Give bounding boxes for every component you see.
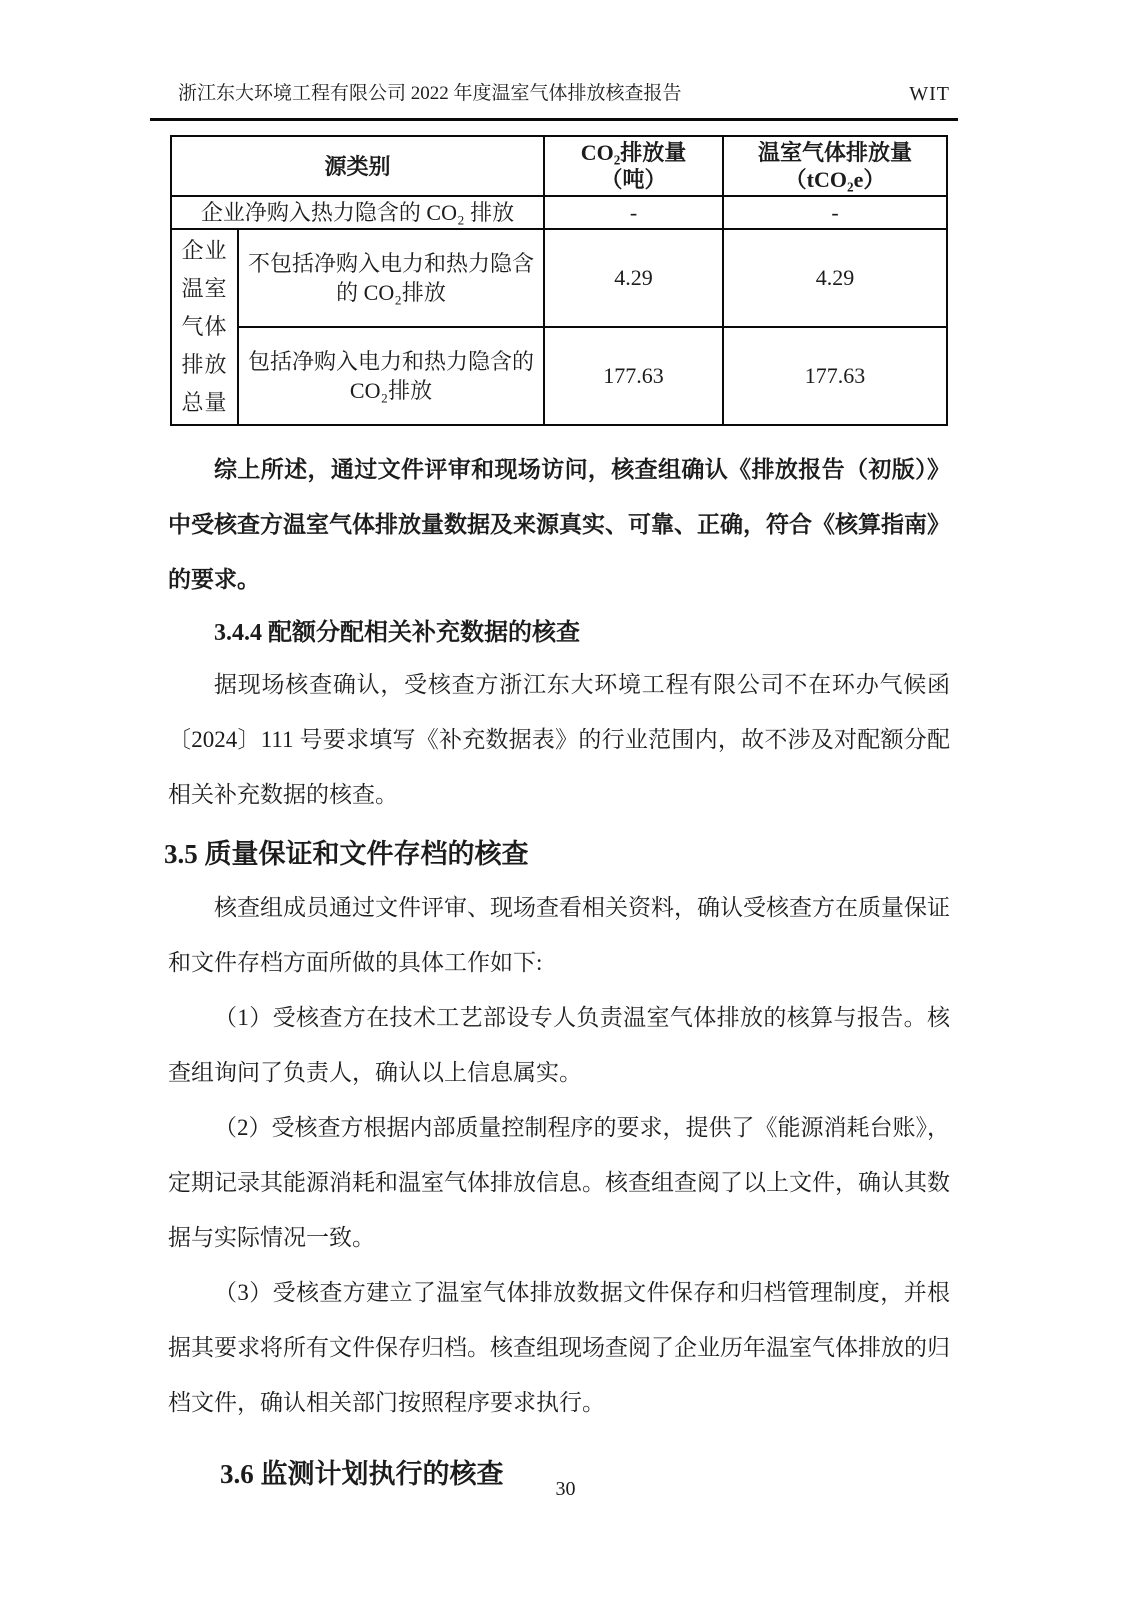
- table-row-heat: [171, 196, 947, 229]
- row-heat-label: 企业净购入热力隐含的 CO₂ 排放: [171, 196, 544, 229]
- row-excl-label: 不包括净购入电力和热力隐含的 CO₂排放: [238, 229, 544, 327]
- paragraph-3-5-intro: 核查组成员通过文件评审、现场查看相关资料，确认受核查方在质量保证和文件存档方面所做的具体工作如下:: [168, 895, 950, 975]
- section-heading-3-6: 3.6 监测计划执行的核查: [220, 1459, 504, 1489]
- row-heat-co2-value: -: [544, 196, 723, 229]
- paragraph-3-5-item-1: （1）受核查方在技术工艺部设专人负责温室气体排放的核算与报告。核查组询问了负责人，确认以上信息属实。: [168, 1005, 950, 1085]
- row-excl-ghg-value: 4.29: [723, 229, 947, 327]
- section-heading-3-5: 3.5 质量保证和文件存档的核查: [164, 839, 529, 869]
- section-heading-3-4-4: 3.4.4 配额分配相关补充数据的核查: [214, 620, 580, 646]
- table-row-total-incl: [171, 327, 947, 425]
- col-header-co2: CO₂排放量 （吨）: [544, 136, 723, 196]
- emissions-table: [170, 135, 948, 426]
- table-row-total-excl: [171, 229, 947, 327]
- header-divider: [150, 118, 958, 121]
- report-title: 浙江东大环境工程有限公司 2022 年度温室气体排放核查报告: [178, 83, 682, 104]
- row-heat-ghg-value: -: [723, 196, 947, 229]
- col-header-ghg: 温室气体排放量 （tCO₂e）: [723, 136, 947, 196]
- col-header-source: [171, 136, 544, 196]
- paragraph-3-5-item-3: （3）受核查方建立了温室气体排放数据文件保存和归档管理制度，并根据其要求将所有文件保存归档。核查组现场查阅了企业历年温室气体排放的归档文件，确认相关部门按照程序要求执行。: [168, 1280, 950, 1415]
- col-header-source-label: 源类别: [324, 153, 391, 179]
- running-header: [168, 82, 950, 106]
- row-incl-ghg-value: 177.63: [723, 327, 947, 425]
- row-excl-co2-value: 4.29: [544, 229, 723, 327]
- paragraph-3-4-4: 据现场核查确认，受核查方浙江东大环境工程有限公司不在环办气候函〔2024〕111 号要求填写《补充数据表》的行业范围内，故不涉及对配额分配相关补充数据的核查。: [168, 672, 950, 807]
- row-incl-co2-value: 177.63: [544, 327, 723, 425]
- table-header-row: [171, 136, 947, 196]
- row-incl-label: 包括净购入电力和热力隐含的 CO₂排放: [238, 327, 544, 425]
- summary-paragraph: 综上所述，通过文件评审和现场访问，核查组确认《排放报告（初版）》中受核查方温室气体排放量数据及来源真实、可靠、正确，符合《核算指南》的要求。: [168, 457, 950, 592]
- paragraph-3-5-item-2: （2）受核查方根据内部质量控制程序的要求，提供了《能源消耗台账》，定期记录其能源消耗和温室气体排放信息。核查组查阅了以上文件，确认其数据与实际情况一致。: [168, 1115, 950, 1250]
- page-number: 30: [555, 1478, 576, 1500]
- brand-mark: WIT: [909, 83, 950, 105]
- row-group-label: 企业温室气体排放总量: [171, 229, 238, 425]
